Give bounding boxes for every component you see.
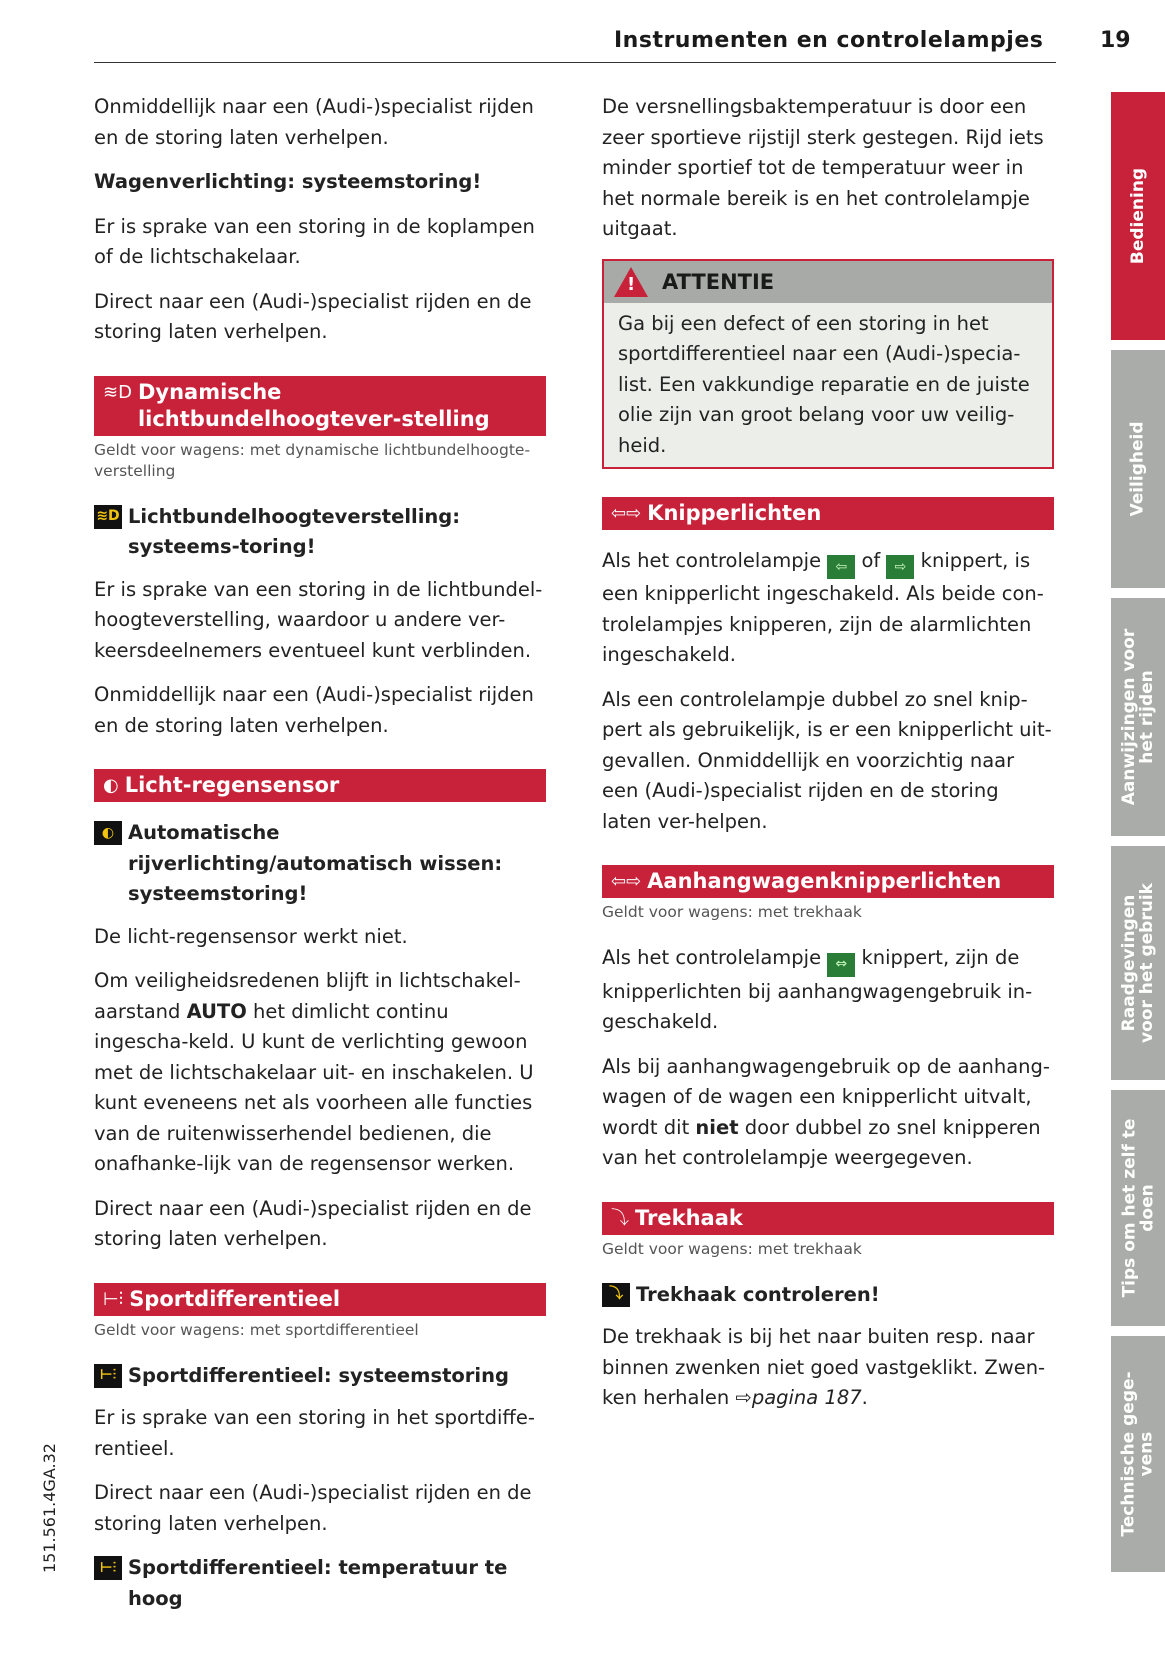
warning-triangle-icon: !: [614, 267, 648, 297]
applies-note: Geldt voor wagens: met dynamische lichtbundelhoogte-verstelling: [94, 440, 531, 480]
paragraph: Direct naar een (Audi-)specialist rijden en de storing laten verhelpen.: [94, 289, 532, 343]
paragraph: Als een controlelampje dubbel zo snel knip-pert als gebruikelijk, is er een knipperlicht uit-gevallen. Onmiddellijk en voorzichtig naar een (Audi-)specialist rijden en de storing laten ver-helpen.: [602, 687, 1052, 833]
warning-box-text: Ga bij een defect of een storing in het sportdifferentieel naar een (Audi-)specia-list. Een vakkundige reparatie en de juiste olie zijn van groot belang voor uw veilig-heid.: [618, 311, 1030, 457]
warning-box: [602, 259, 1054, 470]
page-reference-arrow-icon: ⇨: [735, 1386, 752, 1409]
warning-heading: ⊢⫶ Sportdifferentieel: systeemstoring: [94, 1361, 546, 1392]
applies-note: Geldt voor wagens: met trekhaak: [602, 903, 862, 922]
trailer-turn-signal-icon: ⇦⇨: [611, 871, 642, 893]
headlight-range-lamp-icon: ≋D: [94, 505, 122, 529]
section-heading-sport-differential: ⊢⫶ Sportdifferentieel: [94, 1283, 546, 1316]
page-number: 19: [1100, 28, 1131, 53]
section-heading-trailer-turn-signals: ⇦⇨ Aanhangwagenknipperlichten: [602, 865, 1054, 898]
sport-differential-icon: ⊢⫶: [103, 1288, 124, 1310]
applies-note: Geldt voor wagens: met sportdifferentieel: [94, 1320, 419, 1339]
paragraph: Onmiddellijk naar een (Audi-)specialist rijden en de storing laten verhelpen.: [94, 95, 534, 149]
section-heading-tow-hitch: ⤵ Trekhaak: [602, 1202, 1054, 1235]
headlight-range-icon: ≋D: [103, 381, 132, 403]
paragraph: Om veiligheidsredenen blijft in lichtschakel-aarstand AUTO het dimlicht continu ingescha-keld. U kunt de verlichting gewoon met de lichtschakelaar uit- en inschakelen. U kunt eveneens net als voorheen alle functies van de ruitenwisserhendel bedienen, die onafhanke-lijk van de regensensor werken.: [94, 969, 534, 1175]
paragraph: Als het controlelampje ⇦ of ⇨ knippert, is een knipperlicht ingeschakeld. Als beide con-trolelampjes knipperen, zijn de alarmlichten ingeschakeld.: [602, 549, 1044, 667]
page-reference-link[interactable]: pagina 187: [751, 1386, 862, 1409]
paragraph: Direct naar een (Audi-)specialist rijden en de storing laten verhelpen.: [94, 1481, 532, 1535]
paragraph: De versnellingsbaktemperatuur is door een zeer sportieve rijstijl sterk gestegen. Rijd iets minder sportief tot de temperatuur weer in het normale bereik is en het controlelampje uitgaat.: [602, 95, 1044, 240]
warning-heading: ⊢⫶ Sportdifferentieel: temperatuur te hoog: [94, 1553, 546, 1614]
turn-signal-icon: ⇦⇨: [611, 503, 642, 524]
paragraph: Er is sprake van een storing in het sportdiffe-rentieel.: [94, 1406, 535, 1460]
light-rain-sensor-lamp-icon: ◐: [94, 821, 122, 845]
paragraph: De trekhaak is bij het naar buiten resp. naar binnen zwenken niet goed vastgeklikt. Zwen-ken herhalen ⇨pagina 187.: [602, 1325, 1046, 1409]
paragraph: Er is sprake van een storing in de koplampen of de lichtschakelaar.: [94, 214, 535, 268]
trailer-turn-lamp-icon: ⇔: [827, 953, 855, 977]
applies-note: Geldt voor wagens: met trekhaak: [602, 1239, 862, 1258]
light-rain-sensor-icon: ◐: [103, 775, 119, 796]
right-turn-lamp-icon: ⇨: [886, 555, 914, 579]
left-turn-lamp-icon: ⇦: [827, 555, 855, 579]
document-code: 151.561.4GA.32: [40, 1443, 59, 1573]
section-heading-light-rain-sensor: ◐ Licht-regensensor: [94, 769, 546, 802]
paragraph: Als het controlelampje ⇔ knippert, zijn de knipperlichten bij aanhangwagengebruik in-geschakeld.: [602, 946, 1033, 1033]
warning-heading: ⤵ Trekhaak controleren!: [602, 1280, 1054, 1311]
section-heading-turn-signals: ⇦⇨ Knipperlichten: [602, 497, 1054, 530]
paragraph: Direct naar een (Audi-)specialist rijden en de storing laten verhelpen.: [94, 1196, 532, 1250]
side-tab-bediening[interactable]: Bediening: [1111, 92, 1165, 340]
warning-heading: ◐ Automatische rijverlichting/automatisch wissen: systeemstoring!: [94, 818, 546, 910]
tow-hitch-icon: ⤵: [611, 1207, 629, 1229]
paragraph: Als bij aanhangwagengebruik op de aanhang-wagen of de wagen een knipperlicht uitvalt, wordt dit niet door dubbel zo snel knipperen van het controlelampje weergegeven.: [602, 1054, 1050, 1169]
side-tab-veiligheid[interactable]: Veiligheid: [1111, 350, 1165, 588]
page-header-title: Instrumenten en controlelampjes: [614, 28, 1044, 53]
right-column: [602, 92, 1054, 1428]
paragraph: Onmiddellijk naar een (Audi-)specialist rijden en de storing laten verhelpen.: [94, 683, 534, 737]
paragraph: De licht-regensensor werkt niet.: [94, 924, 408, 948]
sport-differential-lamp-icon: ⊢⫶: [94, 1364, 122, 1388]
header-rule: [94, 62, 1056, 63]
warning-heading: Wagenverlichting: systeemstoring!: [94, 170, 482, 193]
side-tab-aanwijzingen[interactable]: Aanwijzingen voor het rijden: [1111, 598, 1165, 836]
side-tab-tips[interactable]: Tips om het zelf te doen: [1111, 1090, 1165, 1326]
warning-box-header: ! ATTENTIE: [604, 261, 1052, 303]
tow-hitch-lamp-icon: ⤵: [602, 1283, 630, 1307]
section-heading-dynamic-headlight: ≋D Dynamische lichtbundelhoogtever-stelling: [94, 376, 546, 436]
side-tab-raadgevingen[interactable]: Raadgevingen voor het gebruik: [1111, 846, 1165, 1080]
warning-heading: ≋D Lichtbundelhoogteverstelling: systeems-toring!: [94, 502, 546, 563]
side-tab-technische-gegevens[interactable]: Technische gege- vens: [1111, 1336, 1165, 1572]
paragraph: Er is sprake van een storing in de lichtbundel-hoogteverstelling, waardoor u andere ver-keersdeelnemers eventueel kunt verblinden.: [94, 577, 543, 662]
left-column: [94, 92, 546, 1626]
sport-differential-lamp-icon: ⊢⫶: [94, 1556, 122, 1580]
